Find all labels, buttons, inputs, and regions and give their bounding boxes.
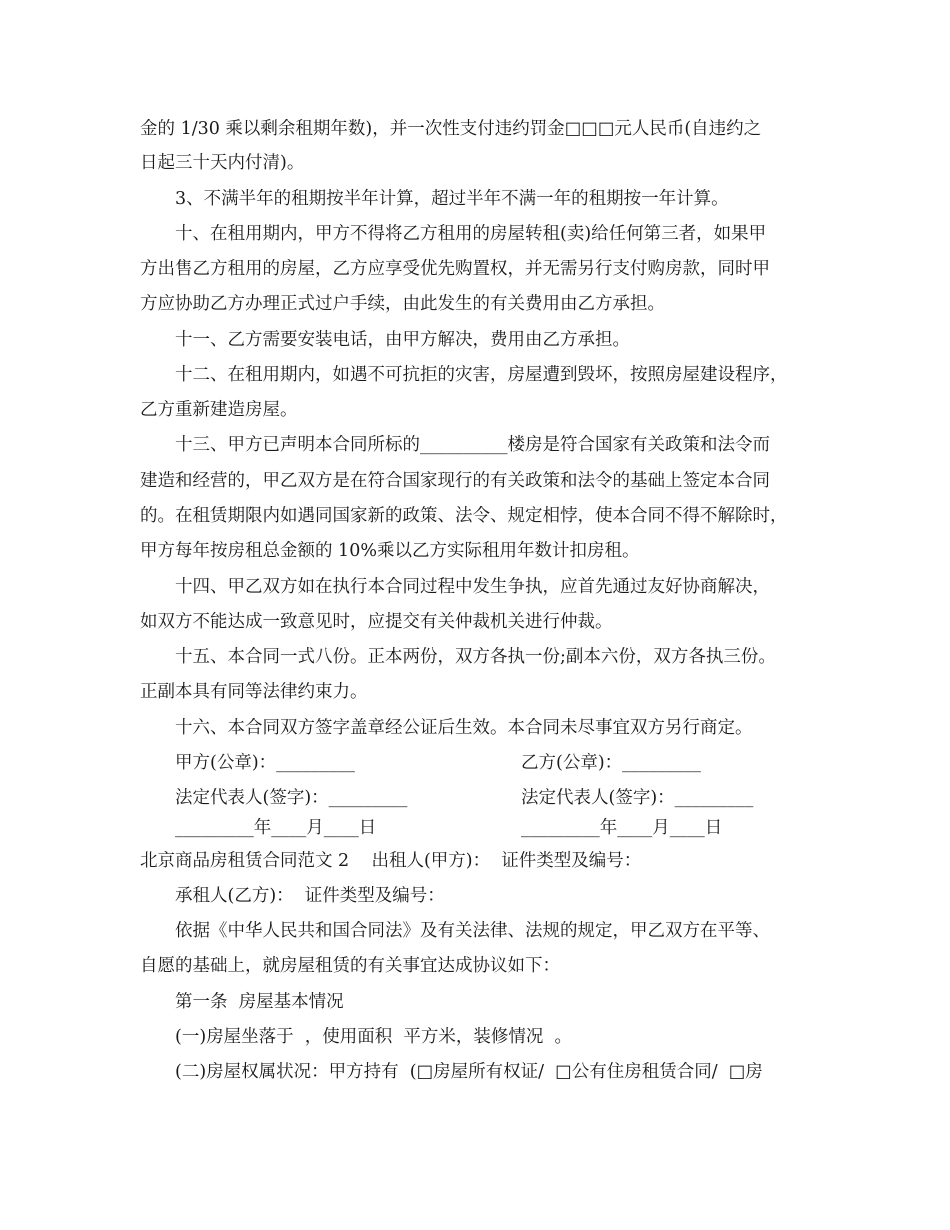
section-heading: 北京商品房租赁合同范文 2 出租人(甲方)： 证件类型及编号： bbox=[140, 851, 642, 871]
text-line: 十、在租用期内，甲方不得将乙方租用的房屋转租(卖)给任何第三者，如果甲 bbox=[175, 224, 767, 244]
text-line: 十一、乙方需要安装电话，由甲方解决，费用由乙方承担。 bbox=[175, 330, 630, 350]
text-line: 正副本具有同等法律约束力。 bbox=[140, 682, 368, 702]
text-line: 如双方不能达成一致意见时，应提交有关仲裁机关进行仲裁。 bbox=[140, 612, 613, 632]
signature-party-b: 乙方(公章)：_________ bbox=[521, 753, 701, 773]
text-line: 十六、本合同双方签字盖章经公证后生效。本合同未尽事宜双方另行商定。 bbox=[175, 718, 753, 738]
article-heading: 第一条 房屋基本情况 bbox=[175, 992, 344, 1012]
text-line: 十三、甲方已声明本合同所标的__________楼房是符合国家有关政策和法令而 bbox=[175, 435, 770, 455]
text-line: 依据《中华人民共和国合同法》及有关法律、法规的规定，甲乙双方在平等、 bbox=[175, 921, 770, 941]
text-line: 甲方每年按房租总金额的 10%乘以乙方实际租用年数计扣房租。 bbox=[140, 541, 640, 561]
text-line: 十五、本合同一式八份。正本两份，双方各执一份;副本六份，双方各执三份。 bbox=[175, 647, 776, 667]
text-line: 的。在租赁期限内如遇同国家新的政策、法令、规定相悖，使本合同不得不解除时， bbox=[140, 506, 788, 526]
signature-date-a: _________年____月____日 bbox=[175, 818, 377, 838]
signature-rep-b: 法定代表人(签字)：_________ bbox=[521, 788, 754, 808]
signature-date-b: _________年____月____日 bbox=[521, 818, 723, 838]
text-line: 自愿的基础上，就房屋租赁的有关事宜达成协议如下： bbox=[140, 956, 560, 976]
signature-party-a: 甲方(公章)：_________ bbox=[175, 753, 355, 773]
text-line: 方出售乙方租用的房屋，乙方应享受优先购置权，并无需另行支付购房款，同时甲 bbox=[140, 259, 770, 279]
text-line: 方应协助乙方办理正式过户手续，由此发生的有关费用由乙方承担。 bbox=[140, 294, 665, 314]
text-line: 金的 1/30 乘以剩余租期年数)，并一次性支付违约罚金□□□元人民币(自违约之 bbox=[140, 119, 762, 139]
text-line: 十二、在租用期内，如遇不可抗拒的灾害，房屋遭到毁坏，按照房屋建设程序， bbox=[175, 365, 788, 385]
text-line: 十四、甲乙双方如在执行本合同过程中发生争执，应首先通过友好协商解决， bbox=[175, 577, 770, 597]
text-line: (一)房屋坐落于 ，使用面积 平方米，装修情况 。 bbox=[175, 1027, 573, 1047]
text-line: 乙方重新建造房屋。 bbox=[140, 400, 298, 420]
text-line: 承租人(乙方)： 证件类型及编号： bbox=[175, 886, 445, 906]
text-line: 建造和经营的，甲乙双方是在符合国家现行的有关政策和法令的基础上签定本合同 bbox=[140, 471, 770, 491]
text-line: 日起三十天内付清)。 bbox=[140, 153, 305, 173]
text-line: (二)房屋权属状况：甲方持有 (□房屋所有权证/ □公有住房租赁合同/ □房 bbox=[175, 1062, 763, 1082]
text-line: 3、不满半年的租期按半年计算，超过半年不满一年的租期按一年计算。 bbox=[175, 189, 729, 209]
signature-rep-a: 法定代表人(签字)：_________ bbox=[175, 788, 408, 808]
